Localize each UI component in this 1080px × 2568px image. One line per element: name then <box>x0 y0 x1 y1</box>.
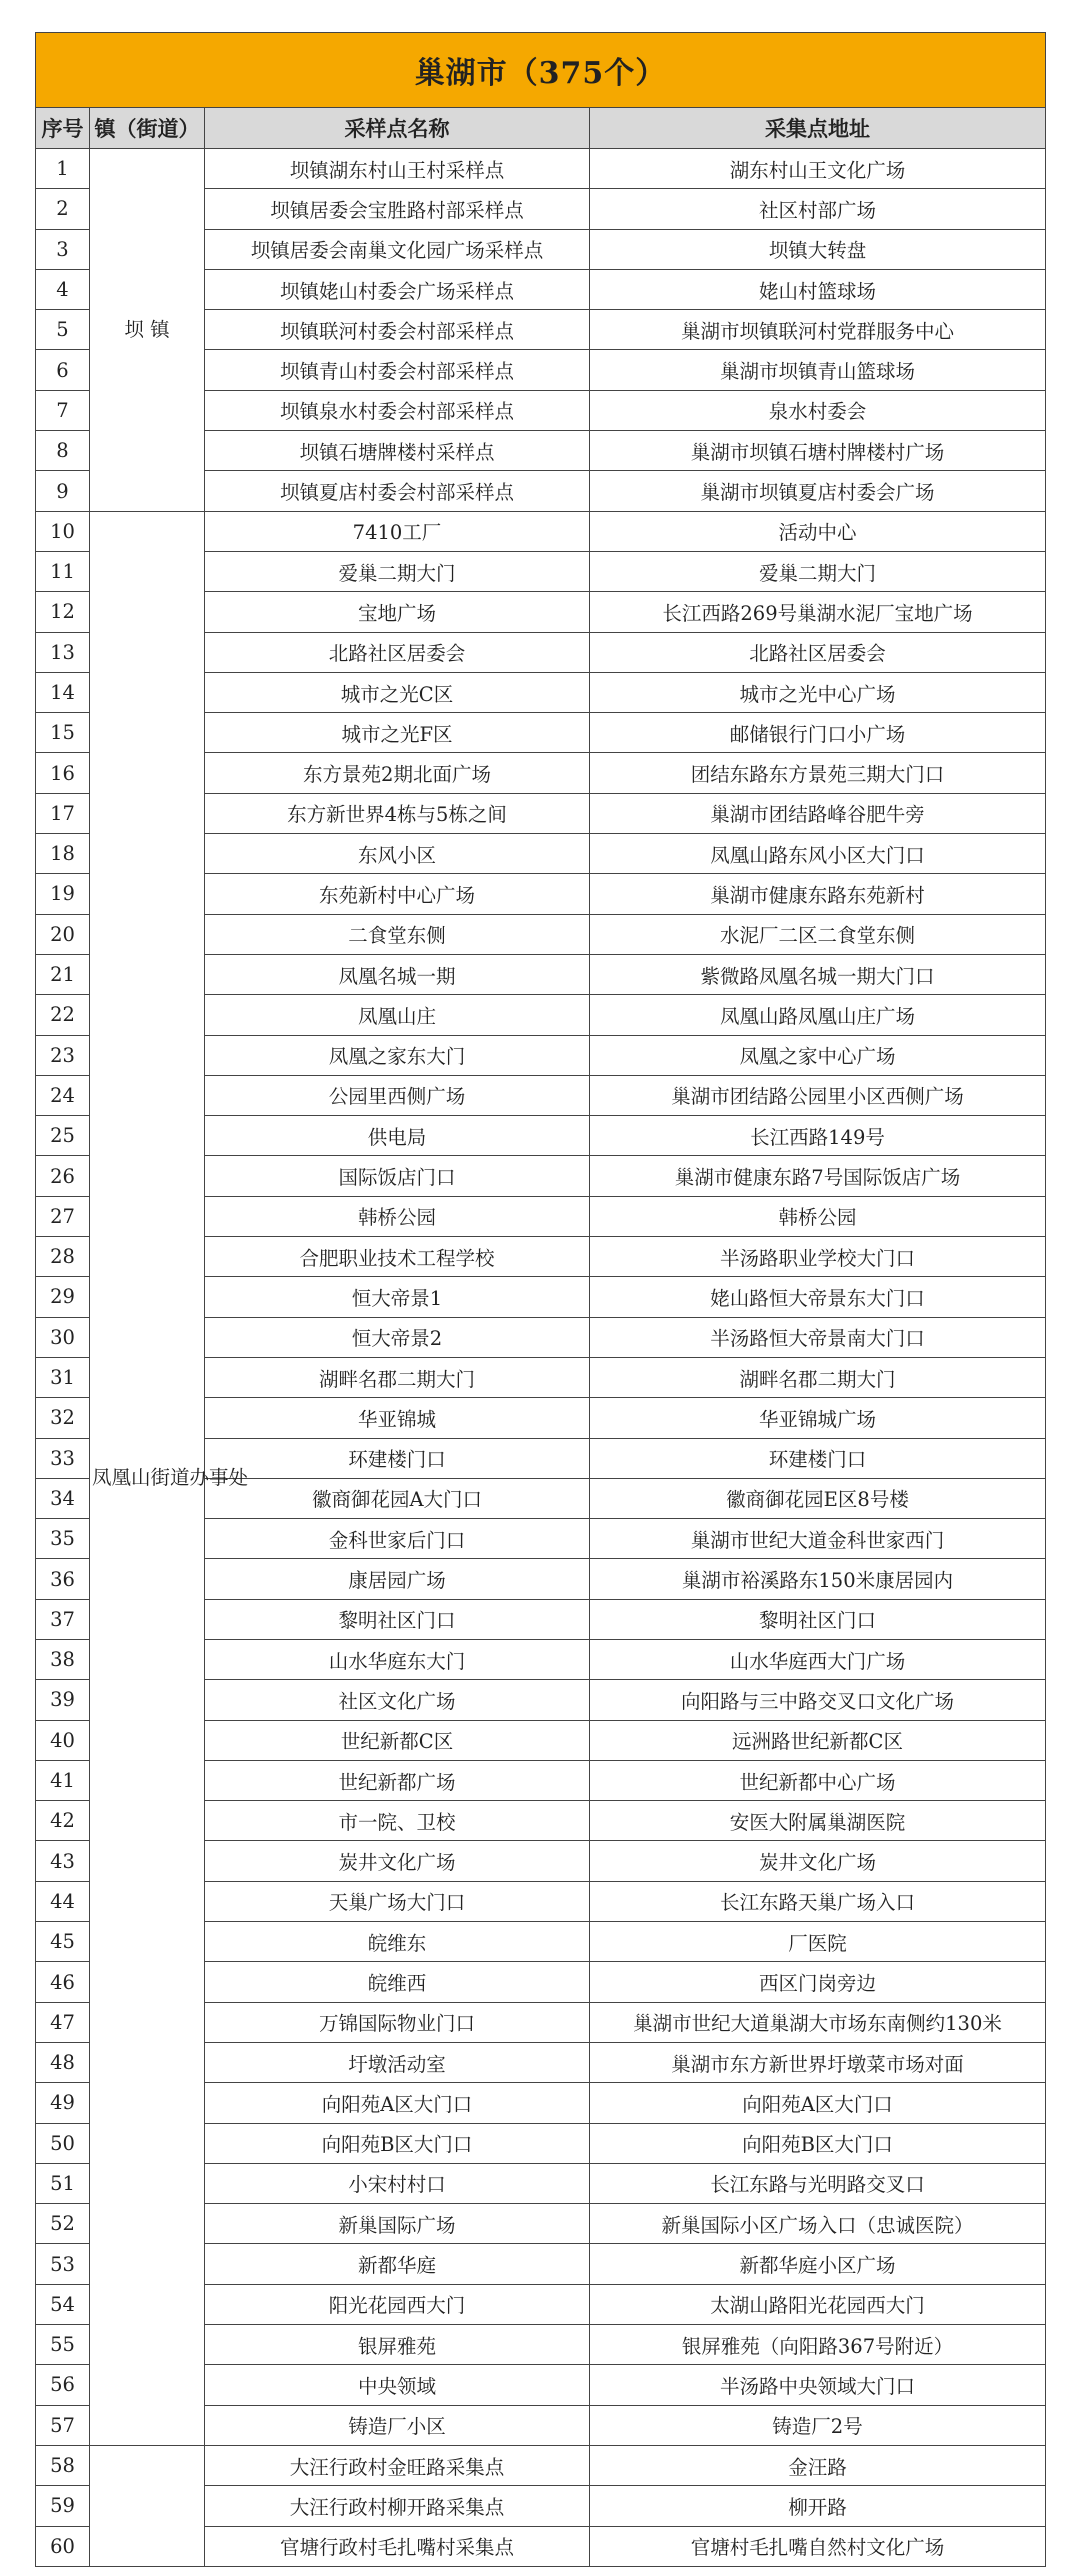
row-seq: 31 <box>36 1357 90 1397</box>
row-seq: 32 <box>36 1398 90 1438</box>
row-address: 巢湖市坝镇联河村党群服务中心 <box>590 310 1046 350</box>
table-row <box>36 2445 1046 2485</box>
row-address: 徽商御花园E区8号楼 <box>590 1478 1046 1518</box>
row-address: 巢湖市世纪大道金科世家西门 <box>590 1519 1046 1559</box>
row-site-name: 社区文化广场 <box>205 1680 590 1720</box>
row-address: 华亚锦城广场 <box>590 1398 1046 1438</box>
row-site-name: 向阳苑B区大门口 <box>205 2123 590 2163</box>
row-seq: 22 <box>36 995 90 1035</box>
row-seq: 37 <box>36 1599 90 1639</box>
table-row <box>36 149 1046 189</box>
row-address: 邮储银行门口小广场 <box>590 713 1046 753</box>
row-address: 金汪路 <box>590 2445 1046 2485</box>
row-site-name: 坝镇居委会南巢文化园广场采样点 <box>205 229 590 269</box>
row-seq: 51 <box>36 2163 90 2203</box>
row-site-name: 韩桥公园 <box>205 1196 590 1236</box>
row-seq: 2 <box>36 189 90 229</box>
row-seq: 43 <box>36 1841 90 1881</box>
row-address: 巢湖市团结路公园里小区西侧广场 <box>590 1075 1046 1115</box>
row-address: 湖东村山王文化广场 <box>590 149 1046 189</box>
row-seq: 17 <box>36 793 90 833</box>
row-site-name: 世纪新都C区 <box>205 1720 590 1760</box>
row-seq: 60 <box>36 2526 90 2566</box>
row-address: 坝镇大转盘 <box>590 229 1046 269</box>
row-address: 长江西路149号 <box>590 1116 1046 1156</box>
table-title: 巢湖市（375个） <box>36 33 1046 108</box>
row-address: 巢湖市坝镇青山篮球场 <box>590 350 1046 390</box>
row-site-name: 坝镇居委会宝胜路村部采样点 <box>205 189 590 229</box>
row-site-name: 市一院、卫校 <box>205 1801 590 1841</box>
header-address: 采集点地址 <box>590 108 1046 149</box>
table-header-row <box>36 108 1046 149</box>
row-seq: 20 <box>36 914 90 954</box>
row-seq: 54 <box>36 2284 90 2324</box>
row-site-name: 东风小区 <box>205 834 590 874</box>
row-site-name: 城市之光C区 <box>205 672 590 712</box>
row-address: 活动中心 <box>590 511 1046 551</box>
row-site-name: 银屏雅苑 <box>205 2325 590 2365</box>
row-site-name: 凤凰之家东大门 <box>205 1035 590 1075</box>
row-site-name: 凤凰山庄 <box>205 995 590 1035</box>
row-address: 巢湖市团结路峰谷肥牛旁 <box>590 793 1046 833</box>
row-address: 巢湖市健康东路东苑新村 <box>590 874 1046 914</box>
row-seq: 5 <box>36 310 90 350</box>
row-seq: 27 <box>36 1196 90 1236</box>
row-site-name: 圩墩活动室 <box>205 2042 590 2082</box>
row-seq: 25 <box>36 1116 90 1156</box>
row-site-name: 湖畔名郡二期大门 <box>205 1357 590 1397</box>
row-seq: 53 <box>36 2244 90 2284</box>
row-seq: 15 <box>36 713 90 753</box>
row-site-name: 康居园广场 <box>205 1559 590 1599</box>
row-seq: 16 <box>36 753 90 793</box>
row-address: 山水华庭西大门广场 <box>590 1639 1046 1679</box>
row-seq: 13 <box>36 632 90 672</box>
row-site-name: 黎明社区门口 <box>205 1599 590 1639</box>
row-seq: 24 <box>36 1075 90 1115</box>
row-address: 爱巢二期大门 <box>590 551 1046 591</box>
row-site-name: 新巢国际广场 <box>205 2204 590 2244</box>
row-site-name: 世纪新都广场 <box>205 1760 590 1800</box>
row-seq: 55 <box>36 2325 90 2365</box>
row-seq: 49 <box>36 2083 90 2123</box>
row-seq: 28 <box>36 1237 90 1277</box>
row-site-name: 凤凰名城一期 <box>205 954 590 994</box>
row-seq: 39 <box>36 1680 90 1720</box>
row-address: 新巢国际小区广场入口（忠诚医院） <box>590 2204 1046 2244</box>
row-address: 世纪新都中心广场 <box>590 1760 1046 1800</box>
row-address: 姥山路恒大帝景东大门口 <box>590 1277 1046 1317</box>
row-address: 半汤路中央领域大门口 <box>590 2365 1046 2405</box>
row-site-name: 天巢广场大门口 <box>205 1881 590 1921</box>
row-site-name: 金科世家后门口 <box>205 1519 590 1559</box>
row-site-name: 东方景苑2期北面广场 <box>205 753 590 793</box>
row-address: 巢湖市健康东路7号国际饭店广场 <box>590 1156 1046 1196</box>
table-title-row <box>36 33 1046 108</box>
row-address: 巢湖市裕溪路东150米康居园内 <box>590 1559 1046 1599</box>
row-seq: 10 <box>36 511 90 551</box>
header-site-name: 采样点名称 <box>205 108 590 149</box>
row-seq: 6 <box>36 350 90 390</box>
row-site-name: 环建楼门口 <box>205 1438 590 1478</box>
row-site-name: 国际饭店门口 <box>205 1156 590 1196</box>
row-seq: 18 <box>36 834 90 874</box>
row-seq: 4 <box>36 269 90 309</box>
row-site-name: 皖维西 <box>205 1962 590 2002</box>
row-address: 凤凰之家中心广场 <box>590 1035 1046 1075</box>
row-site-name: 城市之光F区 <box>205 713 590 753</box>
row-site-name: 向阳苑A区大门口 <box>205 2083 590 2123</box>
row-seq: 23 <box>36 1035 90 1075</box>
row-seq: 58 <box>36 2445 90 2485</box>
row-address: 西区门岗旁边 <box>590 1962 1046 2002</box>
table-row <box>36 511 1046 551</box>
row-seq: 1 <box>36 149 90 189</box>
town-cell <box>90 149 205 512</box>
row-seq: 52 <box>36 2204 90 2244</box>
row-address: 泉水村委会 <box>590 390 1046 430</box>
row-site-name: 阳光花园西大门 <box>205 2284 590 2324</box>
row-site-name: 东苑新村中心广场 <box>205 874 590 914</box>
row-site-name: 公园里西侧广场 <box>205 1075 590 1115</box>
row-seq: 8 <box>36 431 90 471</box>
row-seq: 46 <box>36 1962 90 2002</box>
row-site-name: 坝镇石塘牌楼村采样点 <box>205 431 590 471</box>
row-site-name: 坝镇青山村委会村部采样点 <box>205 350 590 390</box>
row-seq: 34 <box>36 1478 90 1518</box>
row-address: 城市之光中心广场 <box>590 672 1046 712</box>
row-address: 巢湖市东方新世界圩墩菜市场对面 <box>590 2042 1046 2082</box>
row-site-name: 官塘行政村毛扎嘴村采集点 <box>205 2526 590 2566</box>
row-address: 向阳苑B区大门口 <box>590 2123 1046 2163</box>
row-address: 巢湖市坝镇石塘村牌楼村广场 <box>590 431 1046 471</box>
row-seq: 30 <box>36 1317 90 1357</box>
row-seq: 21 <box>36 954 90 994</box>
row-site-name: 新都华庭 <box>205 2244 590 2284</box>
row-seq: 29 <box>36 1277 90 1317</box>
row-site-name: 徽商御花园A大门口 <box>205 1478 590 1518</box>
row-seq: 40 <box>36 1720 90 1760</box>
row-address: 巢湖市坝镇夏店村委会广场 <box>590 471 1046 511</box>
row-address: 环建楼门口 <box>590 1438 1046 1478</box>
row-seq: 41 <box>36 1760 90 1800</box>
row-address: 紫微路凤凰名城一期大门口 <box>590 954 1046 994</box>
row-seq: 7 <box>36 390 90 430</box>
row-address: 凤凰山路东风小区大门口 <box>590 834 1046 874</box>
row-seq: 59 <box>36 2486 90 2526</box>
row-seq: 44 <box>36 1881 90 1921</box>
row-address: 水泥厂二区二食堂东侧 <box>590 914 1046 954</box>
row-seq: 33 <box>36 1438 90 1478</box>
town-name: 坝 镇 <box>124 317 170 341</box>
row-address: 北路社区居委会 <box>590 632 1046 672</box>
row-address: 凤凰山路凤凰山庄广场 <box>590 995 1046 1035</box>
row-address: 向阳路与三中路交叉口文化广场 <box>590 1680 1046 1720</box>
row-address: 长江东路天巢广场入口 <box>590 1881 1046 1921</box>
row-address: 炭井文化广场 <box>590 1841 1046 1881</box>
row-site-name: 北路社区居委会 <box>205 632 590 672</box>
row-site-name: 山水华庭东大门 <box>205 1639 590 1679</box>
town-name: 凤凰山街道办事处 <box>92 1466 249 1490</box>
row-seq: 3 <box>36 229 90 269</box>
row-address: 半汤路恒大帝景南大门口 <box>590 1317 1046 1357</box>
row-address: 韩桥公园 <box>590 1196 1046 1236</box>
row-site-name: 炭井文化广场 <box>205 1841 590 1881</box>
row-site-name: 宝地广场 <box>205 592 590 632</box>
row-site-name: 中央领域 <box>205 2365 590 2405</box>
row-seq: 56 <box>36 2365 90 2405</box>
town-cell <box>90 511 249 2445</box>
row-site-name: 坝镇泉水村委会村部采样点 <box>205 390 590 430</box>
row-seq: 45 <box>36 1922 90 1962</box>
row-site-name: 华亚锦城 <box>205 1398 590 1438</box>
row-site-name: 7410工厂 <box>205 511 590 551</box>
row-address: 柳开路 <box>590 2486 1046 2526</box>
row-address: 长江东路与光明路交叉口 <box>590 2163 1046 2203</box>
row-seq: 36 <box>36 1559 90 1599</box>
row-site-name: 坝镇姥山村委会广场采样点 <box>205 269 590 309</box>
row-address: 太湖山路阳光花园西大门 <box>590 2284 1046 2324</box>
row-site-name: 万锦国际物业门口 <box>205 2002 590 2042</box>
row-site-name: 皖维东 <box>205 1922 590 1962</box>
row-seq: 9 <box>36 471 90 511</box>
row-site-name: 小宋村村口 <box>205 2163 590 2203</box>
row-seq: 19 <box>36 874 90 914</box>
row-site-name: 二食堂东侧 <box>205 914 590 954</box>
header-town: 镇（街道） <box>90 108 205 149</box>
row-site-name: 坝镇湖东村山王村采样点 <box>205 149 590 189</box>
row-seq: 50 <box>36 2123 90 2163</box>
row-address: 湖畔名郡二期大门 <box>590 1357 1046 1397</box>
row-address: 官塘村毛扎嘴自然村文化广场 <box>590 2526 1046 2566</box>
row-seq: 57 <box>36 2405 90 2445</box>
row-seq: 11 <box>36 551 90 591</box>
row-address: 长江西路269号巢湖水泥厂宝地广场 <box>590 592 1046 632</box>
row-site-name: 铸造厂小区 <box>205 2405 590 2445</box>
row-seq: 26 <box>36 1156 90 1196</box>
row-site-name: 大汪行政村柳开路采集点 <box>205 2486 590 2526</box>
row-seq: 12 <box>36 592 90 632</box>
row-address: 社区村部广场 <box>590 189 1046 229</box>
row-seq: 48 <box>36 2042 90 2082</box>
row-seq: 38 <box>36 1639 90 1679</box>
row-site-name: 合肥职业技术工程学校 <box>205 1237 590 1277</box>
row-address: 向阳苑A区大门口 <box>590 2083 1046 2123</box>
row-site-name: 东方新世界4栋与5栋之间 <box>205 793 590 833</box>
row-address: 黎明社区门口 <box>590 1599 1046 1639</box>
sampling-sites-table <box>35 32 1046 2567</box>
row-site-name: 大汪行政村金旺路采集点 <box>205 2445 590 2485</box>
row-address: 远洲路世纪新都C区 <box>590 1720 1046 1760</box>
header-seq: 序号 <box>36 108 90 149</box>
row-site-name: 供电局 <box>205 1116 590 1156</box>
row-seq: 47 <box>36 2002 90 2042</box>
row-site-name: 爱巢二期大门 <box>205 551 590 591</box>
row-seq: 42 <box>36 1801 90 1841</box>
row-site-name: 坝镇夏店村委会村部采样点 <box>205 471 590 511</box>
row-address: 安医大附属巢湖医院 <box>590 1801 1046 1841</box>
row-address: 铸造厂2号 <box>590 2405 1046 2445</box>
row-seq: 14 <box>36 672 90 712</box>
row-site-name: 恒大帝景2 <box>205 1317 590 1357</box>
row-seq: 35 <box>36 1519 90 1559</box>
row-address: 新都华庭小区广场 <box>590 2244 1046 2284</box>
row-address: 半汤路职业学校大门口 <box>590 1237 1046 1277</box>
row-site-name: 恒大帝景1 <box>205 1277 590 1317</box>
row-address: 厂医院 <box>590 1922 1046 1962</box>
row-address: 团结东路东方景苑三期大门口 <box>590 753 1046 793</box>
row-address: 姥山村篮球场 <box>590 269 1046 309</box>
town-cell <box>90 2445 205 2566</box>
row-site-name: 坝镇联河村委会村部采样点 <box>205 310 590 350</box>
row-address: 银屏雅苑（向阳路367号附近） <box>590 2325 1046 2365</box>
row-address: 巢湖市世纪大道巢湖大市场东南侧约130米 <box>590 2002 1046 2042</box>
